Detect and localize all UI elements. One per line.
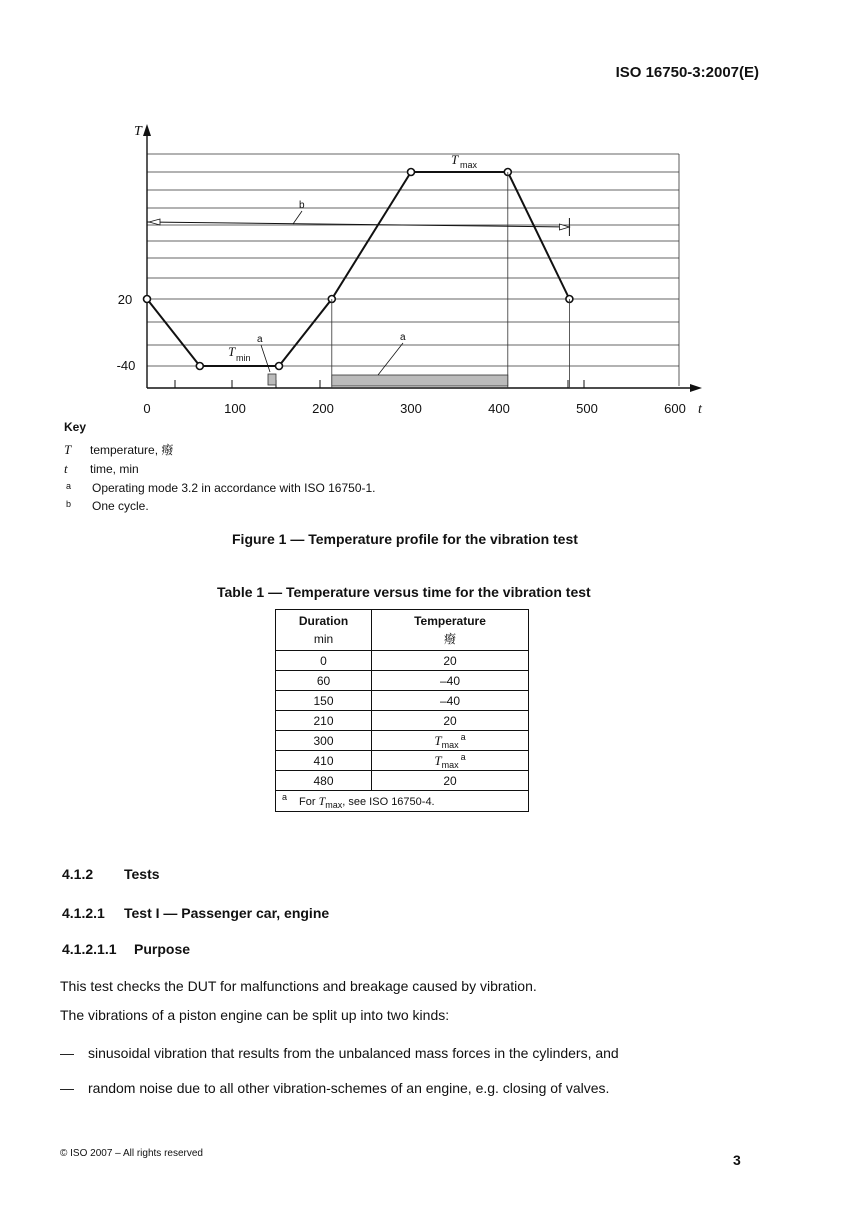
section-heading-test-i: 4.1.2.1 Test I — Passenger car, engine	[62, 905, 330, 921]
key-text: One cycle.	[92, 499, 149, 513]
x-tick-label: 600	[664, 401, 686, 416]
operating-mode-bar	[332, 375, 508, 386]
copyright: © ISO 2007 – All rights reserved	[60, 1148, 203, 1159]
header-temperature: Temperature 癈	[372, 610, 529, 651]
cycle-leader	[293, 211, 302, 224]
cycle-arrow-left	[149, 219, 160, 225]
table-row: 210 20	[276, 711, 529, 731]
table-row: 480 20	[276, 771, 529, 791]
tmin-symbol: T	[228, 344, 236, 359]
table-row: 410 $T_{max}^a$	[276, 751, 529, 771]
tmax-subscript: max	[460, 160, 478, 170]
table-row: 300 $T_{max}^a$	[276, 731, 529, 751]
table-row: 60 –40	[276, 671, 529, 691]
bullet-item: — random noise due to all other vibration-schemes of an engine, e.g. closing of valves.	[60, 1080, 610, 1096]
operating-mode-point	[268, 374, 276, 385]
table-row: 150 –40	[276, 691, 529, 711]
temperature-profile-line	[147, 172, 569, 366]
header-duration: Duration min	[276, 610, 372, 651]
x-tick-label: 500	[576, 401, 598, 416]
key-text: temperature, 癈	[90, 443, 174, 457]
profile-point	[144, 296, 151, 303]
cycle-arrow-line	[147, 222, 569, 227]
profile-point	[196, 363, 203, 370]
profile-point	[408, 169, 415, 176]
tmax-symbol: T	[451, 152, 459, 167]
paragraph: The vibrations of a piston engine can be split up into two kinds:	[60, 1007, 450, 1023]
x-tick-label: 0	[143, 401, 151, 416]
key-symbol: b	[66, 499, 72, 509]
key-text: Operating mode 3.2 in accordance with ISO 16750-1.	[92, 481, 376, 495]
figure-caption: Figure 1 — Temperature profile for the vibration test	[232, 531, 578, 547]
key-symbol: T	[64, 442, 72, 457]
operating-mode-leader	[261, 345, 270, 372]
operating-mode-marker: a	[257, 334, 263, 345]
operating-mode-marker: a	[400, 332, 406, 343]
y-tick-label: 20	[117, 292, 133, 307]
table-header-row	[276, 610, 529, 651]
document-id: ISO 16750-3:2007(E)	[615, 64, 759, 81]
x-tick-label: 200	[312, 401, 334, 416]
paragraph: This test checks the DUT for malfunctions and breakage caused by vibration.	[60, 978, 537, 994]
profile-point	[276, 363, 283, 370]
section-heading-purpose: 4.1.2.1.1 Purpose	[62, 941, 191, 957]
tmin-subscript: min	[236, 353, 251, 363]
key-text: time, min	[90, 462, 139, 476]
key-item-a	[64, 481, 376, 495]
key-item-time	[64, 461, 139, 477]
page-number: 3	[733, 1152, 741, 1168]
x-axis-label: t	[698, 402, 702, 417]
key-title: Key	[64, 420, 87, 434]
cycle-marker: b	[299, 200, 305, 211]
key-item-b	[64, 499, 149, 513]
table-row: 0 20	[276, 651, 529, 671]
x-tick-label: 400	[488, 401, 510, 416]
key-symbol: t	[64, 461, 68, 476]
key-symbol: a	[66, 481, 72, 491]
temperature-table	[275, 609, 529, 812]
key-item-temperature	[64, 441, 173, 458]
table-footnote: $^a$ For $T_{max}$, see ISO 16750-4.	[276, 791, 529, 812]
y-axis-arrow	[143, 124, 151, 136]
x-tick-label: 300	[400, 401, 422, 416]
operating-mode-leader	[378, 343, 403, 375]
y-tick-label: -40	[116, 358, 136, 373]
section-heading-tests: 4.1.2 Tests	[62, 866, 160, 882]
x-tick-label: 100	[224, 401, 246, 416]
y-axis-label: T	[134, 124, 142, 139]
temperature-profile-chart	[0, 0, 865, 420]
table-caption: Table 1 — Temperature versus time for the vibration test	[217, 584, 591, 600]
bullet-item: — sinusoidal vibration that results from the unbalanced mass forces in the cylinders, and	[60, 1045, 619, 1061]
x-axis-arrow	[690, 384, 702, 392]
